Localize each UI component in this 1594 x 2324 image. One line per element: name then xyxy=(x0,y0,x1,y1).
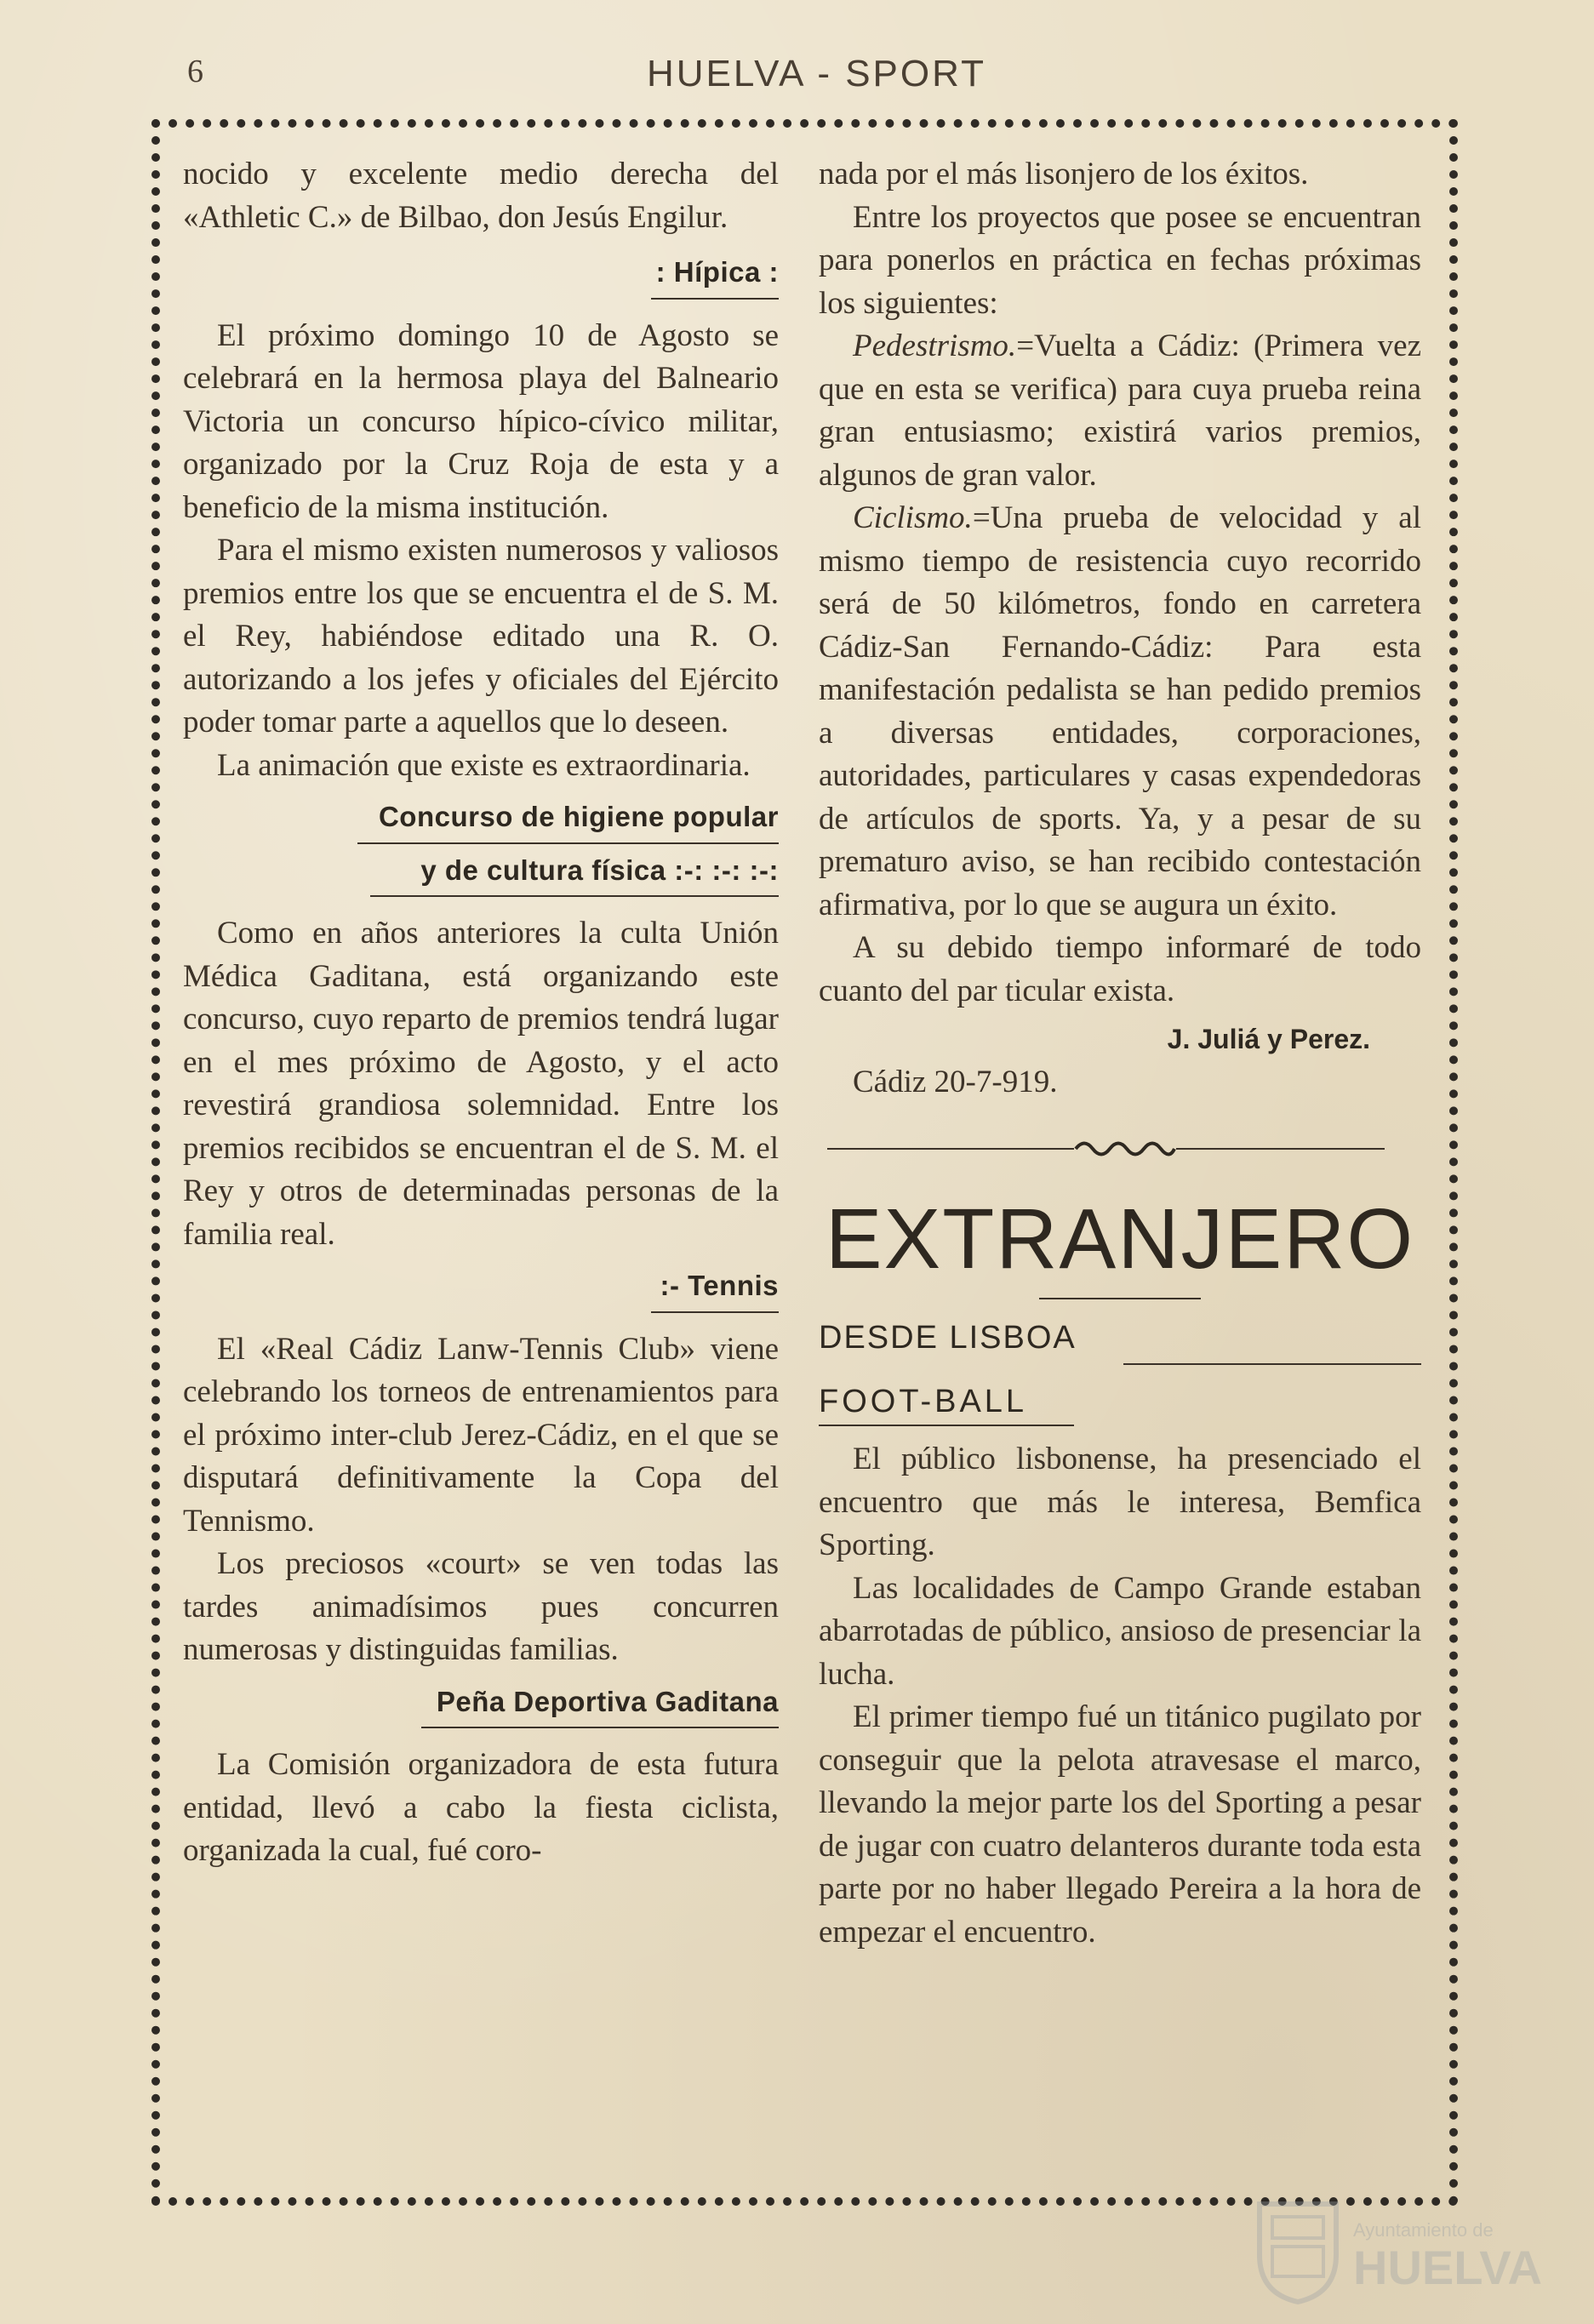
hipica-paragraph-1: El próximo domingo 10 de Agosto se celebrará en la hermosa playa del Balneario Victoria un concurso hípico-cívico militar, organizado por la Cruz Roja de esta y a beneficio de la misma institución. xyxy=(183,317,779,525)
tennis-paragraph-1: El «Real Cádiz Lanw-Tennis Club» viene celebrando los torneos de entrenamientos para el próximo inter-club Jerez-Cádiz, en el que se disputará definitivamente la Copa del Tennismo. xyxy=(183,1331,779,1539)
football-rule xyxy=(819,1425,1074,1426)
left-column xyxy=(183,153,779,1873)
extranjero-heading: EXTRANJERO xyxy=(825,1191,1415,1287)
tennis-rule xyxy=(651,1311,779,1313)
higiene-rule-2 xyxy=(370,895,779,897)
right-intro-paragraph: nada por el más lisonjero de los éxitos. xyxy=(819,157,1309,191)
right-column xyxy=(819,153,1421,1954)
pedestrismo-text: =Vuelta a Cádiz: (Primera vez que en esta se verifica) para cuya prueba reina gran entusiasmo; existirá varios premios, algunos de gran valor. xyxy=(819,328,1421,493)
informare-paragraph: A su debido tiempo informaré de todo cuanto del par ticular exista. xyxy=(819,930,1421,1008)
desde-lisboa-rule xyxy=(1123,1363,1421,1365)
higiene-rule-1 xyxy=(357,842,779,844)
ciclismo-text: =Una prueba de velocidad y al mismo tiempo de resistencia cuyo recorrido será de 50 kilómetros, fondo en carretera Cádiz-San Fernando-Cádiz: Para esta manifestación pedalista se han pedido premios a diversas entidades, corporaciones, autoridades, particulares y casas expendedoras de artículos de sports. Ya, y a pesar de su prematuro aviso, se han recibido contestación afirmativa, por lo que se augura un éxito. xyxy=(819,500,1421,922)
squiggle-ornament-icon xyxy=(1074,1136,1176,1162)
archive-watermark xyxy=(1243,2178,1566,2315)
football-paragraph-1: El público lisbonense, ha presenciado el encuentro que más le interesa, Bemfica Sporting. xyxy=(819,1442,1421,1562)
football-paragraph-3: El primer tiempo fué un titánico pugilato por conseguir que la pelota atravesase el marco, llevando la mejor parte los del Sporting a pesar de jugar con cuatro delanteros durante toda esta parte por no haber llegado Pereira a la hora de empezar el encuentro. xyxy=(819,1699,1421,1950)
coat-of-arms-icon xyxy=(1251,2187,1345,2306)
hipica-heading: : Hípica : xyxy=(655,256,779,288)
hipica-rule xyxy=(651,298,779,300)
football-subheading: FOOT-BALL xyxy=(819,1383,1028,1419)
pena-heading: Peña Deportiva Gaditana xyxy=(436,1685,779,1717)
place-date: Cádiz 20-7-919. xyxy=(853,1064,1058,1099)
ciclismo-label: Ciclismo. xyxy=(853,500,973,535)
pena-paragraph-1: La Comisión organizadora de esta futura entidad, llevó a cabo la fiesta ciclista, organizada la cual, fué coro- xyxy=(183,1747,779,1868)
page-number: 6 xyxy=(187,54,203,89)
desde-lisboa-subheading: DESDE LISBOA xyxy=(819,1320,1077,1356)
watermark-line-1: Ayuntamiento de xyxy=(1353,2219,1494,2241)
higiene-heading-line-2: y de cultura física :-: :-: :-: xyxy=(420,854,779,886)
tennis-paragraph-2: Los preciosos «court» se ven todas las tardes animadísimos pues concurren numerosas y distinguidas familias. xyxy=(183,1546,779,1667)
left-intro-paragraph: nocido y excelente medio derecha del «Athletic C.» de Bilbao, don Jesús Engilur. xyxy=(183,157,779,235)
hipica-paragraph-3: La animación que existe es extraordinaria. xyxy=(217,747,751,783)
section-divider-ornament xyxy=(827,1136,1421,1162)
pedestrismo-label: Pedestrismo. xyxy=(853,328,1017,363)
hipica-paragraph-2: Para el mismo existen numerosos y valiosos premios entre los que se encuentra el de S. M. el Rey, habiéndose editado una R. O. autorizando a los jefes y oficiales del Ejército poder tomar parte a aquellos que lo deseen. xyxy=(183,533,779,739)
higiene-heading-line-1: Concurso de higiene popular xyxy=(378,801,779,832)
higiene-paragraph-1: Como en años anteriores la culta Unión Médica Gaditana, está organizando este concurso, cuyo reparto de premios tendrá lugar en el mes próximo de Agosto, y el acto revestirá grandiosa solemnidad. Entre los premios recibidos se encuentran el de S. M. el Rey y otros de determinadas personas de la familia real. xyxy=(183,916,779,1252)
proyectos-paragraph: Entre los proyectos que posee se encuentran para ponerlos en práctica en fechas próximas los siguientes: xyxy=(819,199,1421,321)
tennis-heading: :- Tennis xyxy=(660,1270,779,1301)
football-paragraph-2: Las localidades de Campo Grande estaban abarrotadas de público, ansioso de presenciar la lucha. xyxy=(819,1570,1421,1692)
extranjero-rule xyxy=(1039,1298,1201,1299)
pena-rule xyxy=(421,1727,779,1728)
page-header xyxy=(187,53,1379,104)
watermark-line-2: HUELVA xyxy=(1353,2241,1542,2294)
masthead-title: HUELVA - SPORT xyxy=(647,53,986,94)
pedestrismo-paragraph xyxy=(819,325,1421,497)
ciclismo-paragraph xyxy=(819,497,1421,927)
signature: J. Juliá y Perez. xyxy=(1167,1024,1370,1054)
